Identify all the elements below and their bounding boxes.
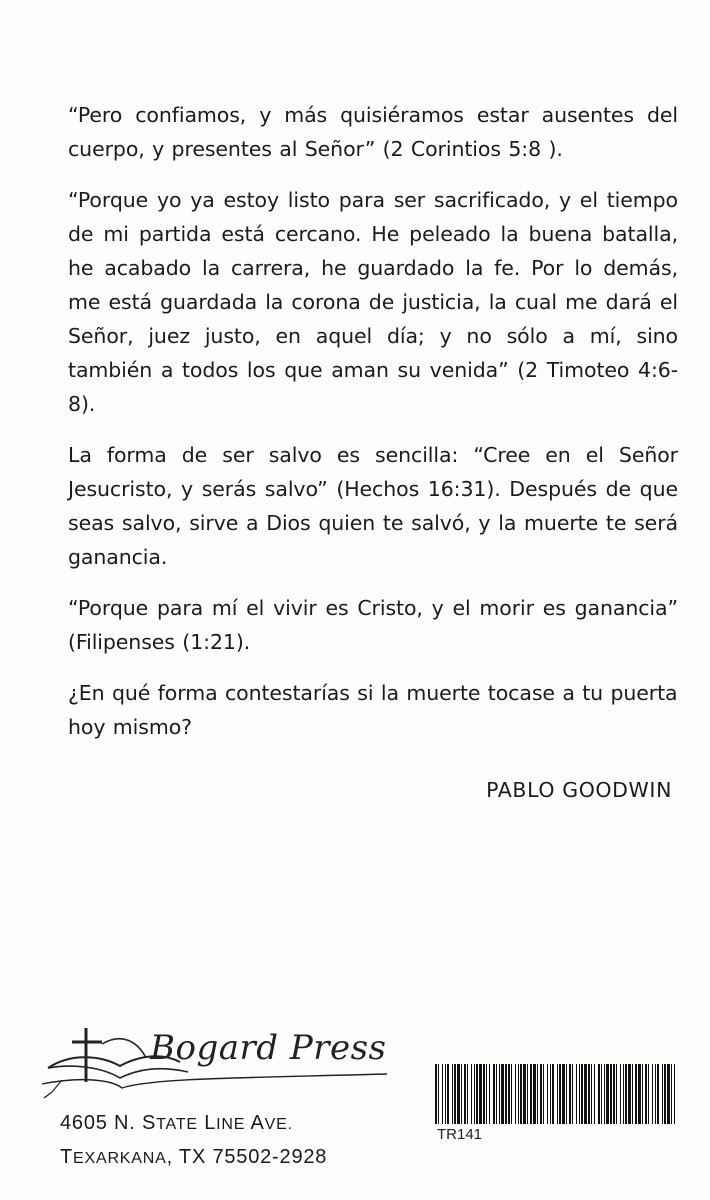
barcode-bar bbox=[594, 1064, 595, 1124]
barcode-bar bbox=[461, 1064, 462, 1124]
publisher-address-line-1 bbox=[60, 1112, 293, 1135]
city-rest: EXARKANA bbox=[73, 1150, 167, 1167]
barcode-bar bbox=[533, 1064, 536, 1124]
barcode-bar bbox=[616, 1064, 617, 1124]
barcode-bars bbox=[435, 1064, 675, 1124]
publisher-name: Bogard Press bbox=[150, 1028, 387, 1068]
barcode-bar bbox=[515, 1064, 516, 1124]
barcode-bar bbox=[642, 1064, 643, 1124]
barcode-bar bbox=[572, 1064, 573, 1124]
barcode-bar bbox=[452, 1064, 453, 1124]
barcode-bar bbox=[493, 1064, 495, 1124]
address-number: 4605 N. bbox=[60, 1112, 136, 1134]
barcode-bar bbox=[635, 1064, 637, 1124]
paragraph-question: ¿En qué forma contestarías si la muerte tocase a tu puerta hoy mismo? bbox=[68, 681, 678, 739]
barcode-bar bbox=[557, 1064, 558, 1124]
barcode-bar bbox=[552, 1064, 554, 1124]
barcode-bar bbox=[606, 1064, 609, 1124]
barcode-bar bbox=[601, 1064, 602, 1124]
barcode-bar bbox=[632, 1064, 633, 1124]
paragraph-filipenses: “Porque para mí el vivir es Cristo, y el morir es ganancia” (Filipenses (1:21). bbox=[68, 596, 678, 654]
author-signature: PABLO GOODWIN bbox=[486, 778, 672, 802]
barcode-bar bbox=[591, 1064, 592, 1124]
barcode-bar bbox=[648, 1064, 649, 1124]
barcode-bar bbox=[581, 1064, 583, 1124]
barcode-bar bbox=[547, 1064, 548, 1124]
publisher-block bbox=[42, 1022, 402, 1182]
barcode-bar bbox=[454, 1064, 456, 1124]
barcode-bar bbox=[652, 1064, 653, 1124]
barcode-bar bbox=[662, 1064, 663, 1124]
city-initial: T bbox=[60, 1146, 74, 1168]
barcode-bar bbox=[464, 1064, 466, 1124]
barcode-bar bbox=[527, 1064, 528, 1124]
barcode-code: TR141 bbox=[437, 1126, 483, 1143]
paragraph-salvation: La forma de ser salvo es sencilla: “Cree en el Señor Jesucristo, y serás salvo” (Hechos 16:31). Después de que seas salvo, sirve a Dios quien te salvó, y la muerte te será ganancia. bbox=[68, 443, 678, 569]
barcode-bar bbox=[476, 1064, 478, 1124]
paragraph-timoteo: “Porque yo ya estoy listo para ser sacrificado, y el tiempo de mi partida está cercano. He peleado la buena batalla, he acabado la carrera, he guardado la fe. Por lo demás, me está guardada la corona de justicia, la cual me dará el Señor, juez justo, en aquel día; y no sólo a mí, sino también a todos los que aman su venida” (2 Timoteo 4:6-8). bbox=[68, 188, 678, 416]
barcode-bar bbox=[566, 1064, 567, 1124]
barcode-bar bbox=[543, 1064, 544, 1124]
address-street-rest-3: VE. bbox=[264, 1116, 293, 1133]
barcode-bar bbox=[657, 1064, 659, 1124]
barcode-bar bbox=[537, 1064, 538, 1124]
address-street-rest-1: TATE bbox=[156, 1116, 198, 1133]
barcode-bar bbox=[499, 1064, 500, 1124]
barcode-bar bbox=[664, 1064, 666, 1124]
barcode-bar bbox=[483, 1064, 485, 1124]
barcode-bar bbox=[511, 1064, 512, 1124]
barcode-bar bbox=[625, 1064, 627, 1124]
barcode-bar bbox=[667, 1064, 670, 1124]
barcode-bar bbox=[479, 1064, 482, 1124]
barcode-bar bbox=[674, 1064, 675, 1124]
barcode-bar bbox=[569, 1064, 571, 1124]
barcode-bar bbox=[584, 1064, 587, 1124]
address-street-initial-3: A bbox=[250, 1112, 265, 1134]
barcode-bar bbox=[588, 1064, 590, 1124]
barcode-bar bbox=[559, 1064, 561, 1124]
address-street-initial-1: S bbox=[142, 1112, 157, 1134]
address-street-initial-2: L bbox=[204, 1112, 217, 1134]
barcode-bar bbox=[518, 1064, 519, 1124]
barcode-bar bbox=[438, 1064, 439, 1124]
barcode-bar bbox=[467, 1064, 468, 1124]
address-street-rest-2: INE bbox=[216, 1116, 246, 1133]
barcode-bar bbox=[671, 1064, 672, 1124]
barcode-bar bbox=[613, 1064, 615, 1124]
barcode-bar bbox=[457, 1064, 460, 1124]
barcode-bar bbox=[562, 1064, 565, 1124]
barcode-bar bbox=[610, 1064, 612, 1124]
barcode-bar bbox=[442, 1064, 443, 1124]
barcode-bar bbox=[638, 1064, 641, 1124]
barcode-bar bbox=[604, 1064, 605, 1124]
barcode-bar bbox=[620, 1064, 621, 1124]
barcode-bar bbox=[501, 1064, 504, 1124]
publisher-logo bbox=[42, 1022, 402, 1100]
paragraph-corintios: “Pero confiamos, y más quisiéramos estar ausentes del cuerpo, y presentes al Señor” (2 Corintios 5:8 ). bbox=[68, 103, 678, 161]
barcode-bar bbox=[474, 1064, 475, 1124]
barcode-bar bbox=[645, 1064, 647, 1124]
barcode-bar bbox=[655, 1064, 656, 1124]
barcode-bar bbox=[489, 1064, 490, 1124]
barcode-bar bbox=[530, 1064, 532, 1124]
barcode-bar bbox=[579, 1064, 580, 1124]
barcode-bar bbox=[486, 1064, 487, 1124]
publisher-address-line-2 bbox=[60, 1146, 327, 1169]
barcode-bar bbox=[598, 1064, 600, 1124]
barcode-bar bbox=[576, 1064, 577, 1124]
barcode-bar bbox=[550, 1064, 551, 1124]
barcode-bar bbox=[445, 1064, 446, 1124]
barcode-bar bbox=[628, 1064, 631, 1124]
barcode bbox=[435, 1064, 675, 1143]
barcode-bar bbox=[540, 1064, 542, 1124]
barcode-bar bbox=[623, 1064, 624, 1124]
barcode-bar bbox=[496, 1064, 497, 1124]
state-zip: , TX 75502-2928 bbox=[166, 1146, 328, 1168]
barcode-bar bbox=[447, 1064, 449, 1124]
tract-body-text bbox=[68, 98, 678, 761]
barcode-bar bbox=[435, 1064, 437, 1124]
barcode-bar bbox=[523, 1064, 526, 1124]
barcode-bar bbox=[505, 1064, 507, 1124]
barcode-bar bbox=[520, 1064, 522, 1124]
barcode-bar bbox=[471, 1064, 472, 1124]
barcode-bar bbox=[508, 1064, 510, 1124]
